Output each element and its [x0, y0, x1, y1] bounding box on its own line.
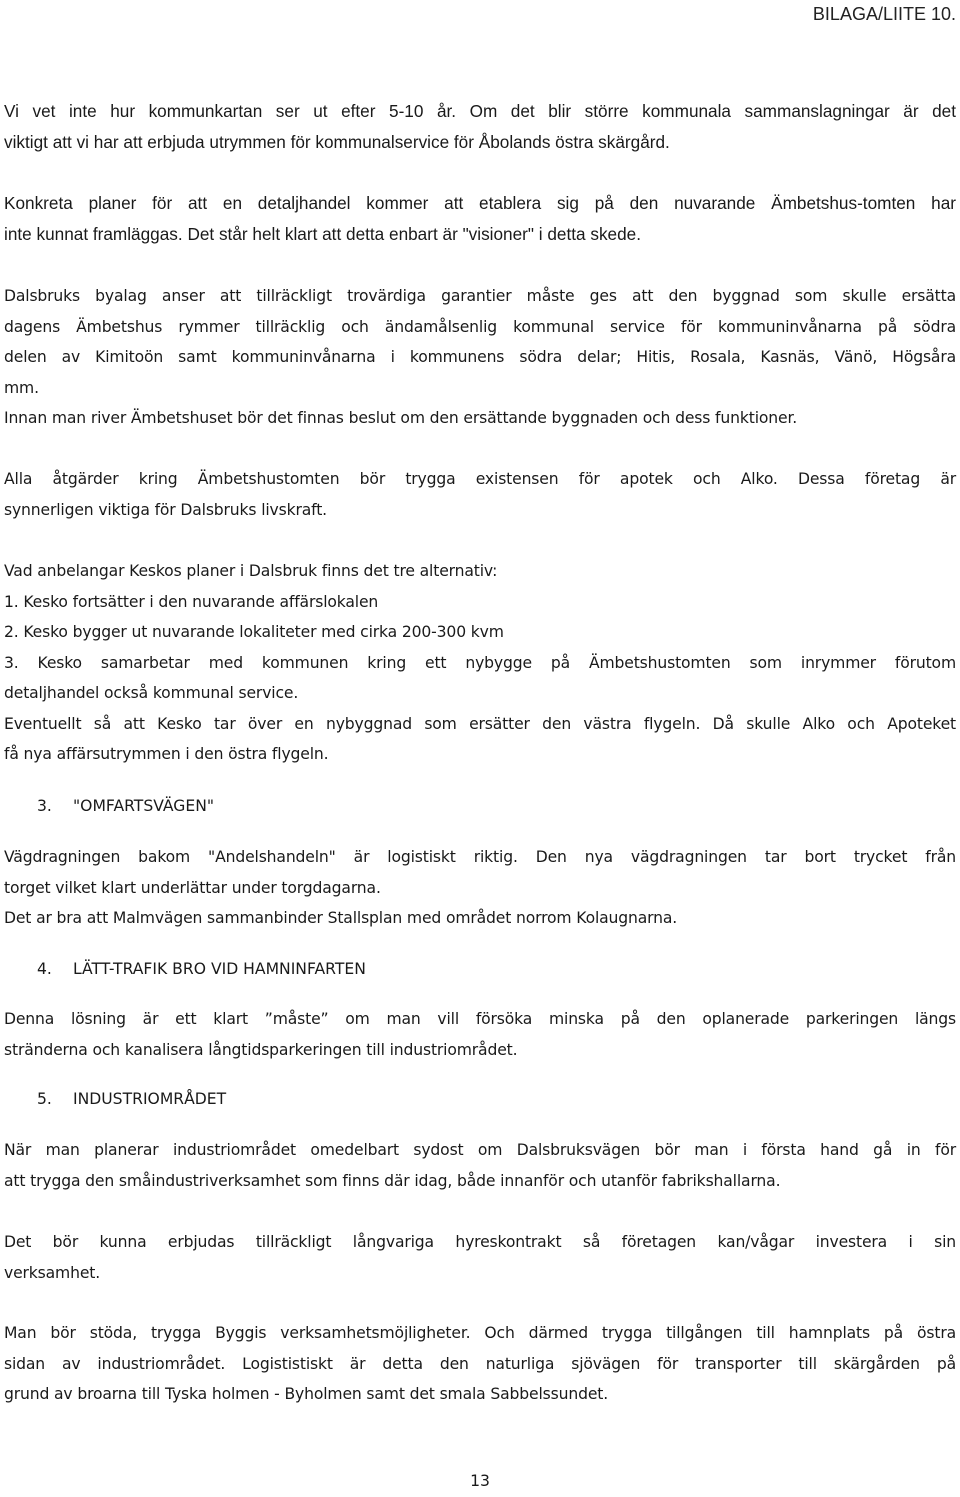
paragraph-byggis-harbor	[4, 1318, 956, 1410]
text-line: delen av Kimitoön samt kommuninvånarna i kommunens södra delar; Hitis, Rosala, Kasnäs, Vänö, Högsåra	[4, 348, 956, 366]
text-line: synnerligen viktiga för Dalsbruks livskraft.	[4, 500, 327, 519]
text-line: verksamhet.	[4, 1263, 101, 1282]
text-line: Eventuellt så att Kesko tar över en nybyggnad som ersätter den västra flygeln. Då skulle Alko och Apoteket	[4, 714, 956, 733]
paragraph-retail-plans	[4, 188, 956, 249]
paragraph-lease-contracts	[4, 1227, 956, 1288]
text-line: Vad anbelangar Keskos planer i Dalsbruk finns det tre alternativ:	[4, 562, 498, 580]
text-line: grund av broarna till Tyska holmen - Byholmen samt det smala Sabbelssundet.	[4, 1385, 609, 1403]
text-line: viktigt att vi har att erbjuda utrymmen för kommunalservice för Åbolands östra skärgård.	[4, 131, 670, 152]
paragraph-village-association	[4, 281, 956, 434]
text-line: Vi vet inte hur kommunkartan ser ut efter 5-10 år. Om det blir större kommunala sammanslagningar är det	[4, 101, 956, 121]
text-line: Det ar bra att Malmvägen sammanbinder Stallsplan med området norrom Kolaugnarna.	[4, 909, 678, 927]
text-line: 1. Kesko fortsätter i den nuvarande affärslokalen	[4, 592, 379, 611]
text-line: 2. Kesko bygger ut nuvarande lokaliteter med cirka 200-300 kvm	[4, 623, 504, 641]
text-line: Alla åtgärder kring Ämbetshustomten bör trygga existensen för apotek och Alko. Dessa företag är	[4, 470, 956, 488]
text-line: Dalsbruks byalag anser att tillräckligt trovärdiga garantier måste ges att den byggnad som skulle ersätta	[4, 287, 956, 305]
page-number: 13	[470, 1472, 490, 1490]
text-line: stränderna och kanalisera långtidsparkeringen till industriområdet.	[4, 1040, 518, 1059]
text-line: Man bör stöda, trygga Byggis verksamhetsmöjligheter. Och därmed trygga tillgången till hamnplats på östra	[4, 1324, 956, 1342]
text-line: Konkreta planer för att en detaljhandel kommer att etablera sig på den nuvarande Ämbetshus-tomten har	[4, 193, 956, 213]
text-line: Innan man river Ämbetshuset bör det finnas beslut om den ersättande byggnaden och dess funktioner.	[4, 409, 798, 427]
text-line: att trygga den småindustriverksamhet som finns där idag, både innanför och utanför fabrikshallarna.	[4, 1171, 781, 1190]
section-number: 5.	[37, 1090, 52, 1108]
paragraph-municipal-map	[4, 96, 956, 157]
text-line: inte kunnat framläggas. Det står helt klart att detta enbart är "visioner" i detta skede.	[4, 223, 642, 244]
text-line: sidan av industriområdet. Logististiskt är detta den naturliga sjövägen för transporter till skärgården på	[4, 1354, 956, 1373]
section-number: 3.	[37, 797, 52, 815]
section-heading-industrial-area	[37, 1084, 226, 1115]
section-heading-light-traffic-bridge	[37, 954, 366, 985]
paragraph-pharmacy-alko	[4, 464, 956, 525]
page-header-label: BILAGA/LIITE 10.	[812, 4, 956, 24]
section-title: LÄTT-TRAFIK BRO VID HAMNINFARTEN	[73, 960, 366, 978]
text-line: mm.	[4, 378, 39, 397]
paragraph-road-routing	[4, 842, 956, 934]
text-line: Det bör kunna erbjudas tillräckligt långvariga hyreskontrakt så företagen kan/vågar investera i sin	[4, 1233, 956, 1251]
paragraph-kesko-plans	[4, 556, 956, 770]
paragraph-industrial-planning	[4, 1135, 956, 1196]
text-line: 3. Kesko samarbetar med kommunen kring ett nybygge på Ämbetshustomten som inrymmer förutom	[4, 653, 956, 672]
paragraph-parking-solution	[4, 1004, 956, 1065]
text-line: dagens Ämbetshus rymmer tillräcklig och ändamålsenlig kommunal service för kommuninvånarna på södra	[4, 317, 956, 336]
text-line: Denna lösning är ett klart ”måste” om man vill försöka minska på den oplanerade parkeringen längs	[4, 1010, 956, 1028]
section-title: "OMFARTSVÄGEN"	[73, 797, 215, 815]
section-title: INDUSTRIOMRÅDET	[73, 1090, 227, 1108]
text-line: När man planerar industriområdet omedelbart sydost om Dalsbruksvägen bör man i första hand gå in för	[4, 1141, 956, 1159]
text-line: få nya affärsutrymmen i den östra flygeln.	[4, 745, 329, 763]
text-line: detaljhandel också kommunal service.	[4, 684, 299, 702]
text-line: torget vilket klart underlättar under torgdagarna.	[4, 878, 381, 897]
section-heading-bypass-road	[37, 791, 214, 822]
text-line: Vägdragningen bakom "Andelshandeln" är logistiskt riktig. Den nya vägdragningen tar bort trycket från	[4, 848, 956, 866]
section-number: 4.	[37, 960, 52, 978]
